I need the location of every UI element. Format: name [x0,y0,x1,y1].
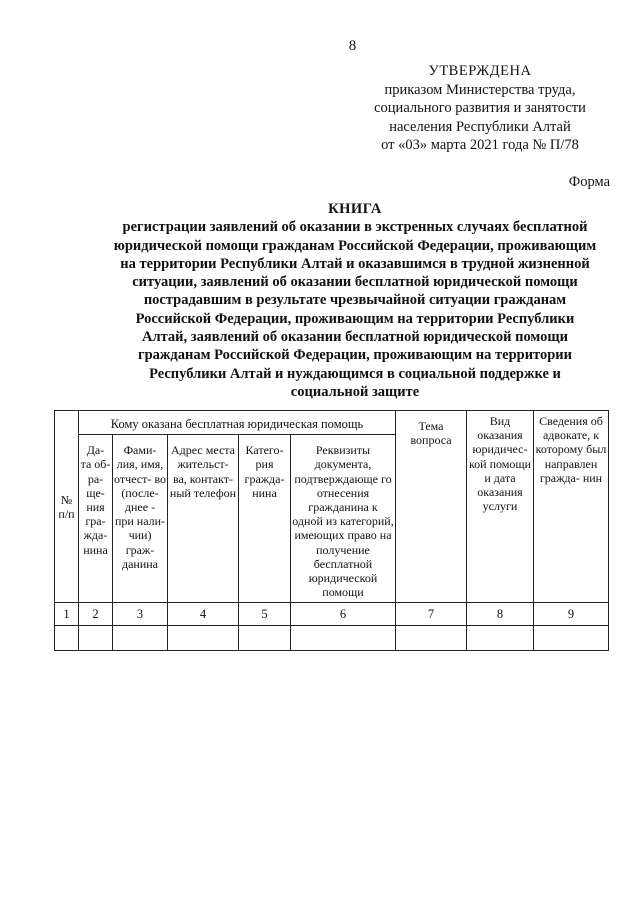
empty-cell [79,626,113,651]
header-assistance-type: Вид оказания юридичес- кой помощи и дата оказания услуги [467,411,534,603]
book-title-line: Алтай, заявлений об оказании бесплатной юридической помощи [142,329,568,346]
book-title-line: гражданам Российской Федерации, проживающим на территории [137,347,573,364]
book-title-block [95,200,615,401]
book-title-line: социальной защите [290,383,420,400]
empty-cell [396,626,467,651]
header-date: Да- та об- ра- ще- ния гра- жда- нина [79,435,113,603]
empty-cell [113,626,168,651]
empty-cell [55,626,79,651]
book-title-line: на территории Республики Алтай и оказавшимся в трудной жизненной [120,255,590,272]
empty-cell [168,626,239,651]
column-number-cell: 5 [239,603,291,626]
empty-cell [239,626,291,651]
approval-title: УТВЕРЖДЕНА [428,63,532,79]
column-number-cell: 1 [55,603,79,626]
header-address: Адрес места жительст- ва, контакт- ный телефон [168,435,239,603]
book-title-line: юридической помощи гражданам Российской Федерации, проживающим [113,237,597,254]
book-title-line: регистрации заявлений об оказании в экстренных случаях бесплатной [122,219,588,236]
empty-cell [291,626,396,651]
page-number: 8 [348,38,357,54]
column-number-cell: 4 [168,603,239,626]
header-category: Катего- рия гражда- нина [239,435,291,603]
registration-table [54,410,609,651]
column-number-cell: 9 [534,603,609,626]
column-number-cell: 6 [291,603,396,626]
empty-cell [534,626,609,651]
book-title-line: ситуации, заявлений об оказании бесплатной юридической помощи [132,274,578,291]
table-row [55,626,609,651]
book-title-line: Республики Алтай и нуждающимся в социальной поддержке и [149,365,561,382]
approval-line: приказом Министерства труда, [384,81,576,98]
book-title: КНИГА [328,201,382,217]
book-title-line: Российской Федерации, проживающим на территории Республики [135,310,575,327]
approval-block [330,62,630,155]
approval-line: от «03» марта 2021 года № П/78 [381,137,579,153]
book-title-line: пострадавшим в результате чрезвычайной ситуации гражданам [143,292,567,309]
header-topic: Тема вопроса [396,411,467,603]
header-number: № п/п [55,411,79,603]
header-group: Кому оказана бесплатная юридическая помощь [79,411,396,435]
column-number-cell: 3 [113,603,168,626]
header-fio: Фами- лия, имя, отчест- во (после- днее - при нали- чии) граж- данина [113,435,168,603]
forma-label: Форма [568,174,610,190]
column-number-cell: 8 [467,603,534,626]
approval-line: населения Республики Алтай [389,118,571,135]
column-number-cell: 7 [396,603,467,626]
header-lawyer: Сведения об адвокате, к которому был направлен гражда- нин [534,411,609,603]
header-requisites: Реквизиты документа, подтверждающе го отнесения гражданина к одной из категорий, имеющих право на получение бесплатной юридической помощи [291,435,396,603]
column-number-cell: 2 [79,603,113,626]
empty-cell [467,626,534,651]
approval-line: социального развития и занятости [374,100,586,116]
